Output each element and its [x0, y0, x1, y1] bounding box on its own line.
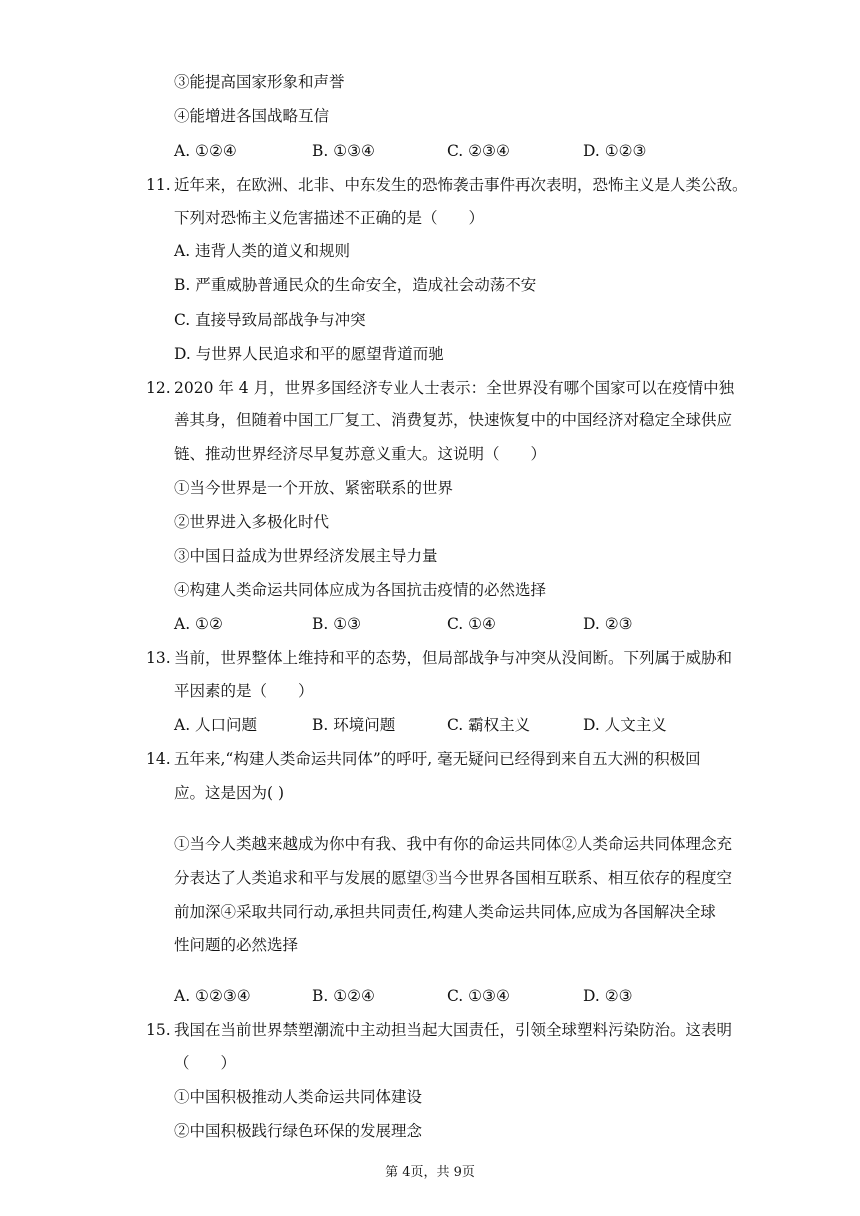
question-11-option-d: D. 与世界人民追求和平的愿望背道而驰 — [174, 345, 444, 363]
question-12-option-d: D. ②③ — [583, 615, 633, 633]
question-15-item: ②中国积极践行绿色环保的发展理念 — [174, 1122, 423, 1140]
question-11-number: 11. — [146, 176, 171, 194]
top-item-4: ④能增进各国战略互信 — [174, 107, 330, 125]
question-13-number: 13. — [146, 649, 171, 667]
question-13-stem-line: 平因素的是（ ） — [174, 682, 314, 700]
page-footer: 第 4页，共 9页 — [385, 1165, 475, 1180]
question-14-option-a: A. ①②③④ — [174, 987, 251, 1005]
question-14-option-c: C. ①③④ — [447, 987, 510, 1005]
question-12-stem-line: 善其身，但随着中国工厂复工、消费复苏，快速恢复中的中国经济对稳定全球供应 — [174, 411, 733, 429]
question-13-stem-line: 当前，世界整体上维持和平的态势，但局部战争与冲突从没间断。下列属于威胁和 — [174, 649, 733, 667]
top-option-c: C. ②③④ — [447, 142, 510, 160]
question-14-option-d: D. ②③ — [583, 987, 633, 1005]
question-15-number: 15. — [146, 1021, 171, 1039]
question-12-item: ④构建人类命运共同体应成为各国抗击疫情的必然选择 — [174, 581, 547, 599]
question-15-stem-line: （ ） — [174, 1054, 237, 1072]
question-13-option-c: C. 霸权主义 — [447, 716, 531, 734]
question-12-stem-line: 链、推动世界经济尽早复苏意义重大。这说明（ ） — [174, 445, 547, 463]
question-14-body-line: 性问题的必然选择 — [174, 936, 299, 954]
top-option-d: D. ①②③ — [583, 142, 647, 160]
question-12-item: ③中国日益成为世界经济发展主导力量 — [174, 547, 438, 565]
question-14-body-line: 分表达了人类追求和平与发展的愿望③当今世界各国相互联系、相互依存的程度空 — [174, 869, 733, 887]
question-12-item: ②世界进入多极化时代 — [174, 513, 330, 531]
top-option-a: A. ①②④ — [174, 142, 237, 160]
question-14-stem-line: 应。这是因为( ) — [174, 784, 285, 802]
question-11-option-b: B. 严重威胁普通民众的生命安全，造成社会动荡不安 — [174, 276, 537, 294]
question-12-number: 12. — [146, 379, 171, 397]
question-14-number: 14. — [146, 750, 171, 768]
question-15-item: ①中国积极推动人类命运共同体建设 — [174, 1088, 423, 1106]
question-11-option-c: C. 直接导致局部战争与冲突 — [174, 311, 366, 329]
question-14-option-b: B. ①②④ — [312, 987, 375, 1005]
question-14-stem-line: 五年来,“构建人类命运共同体”的呼吁, 毫无疑问已经得到来自五大洲的积极回 — [174, 750, 701, 768]
question-11-option-a: A. 违背人类的道义和规则 — [174, 242, 351, 260]
question-11-stem-line: 下列对恐怖主义危害描述不正确的是（ ） — [174, 209, 485, 227]
question-12-option-c: C. ①④ — [447, 615, 496, 633]
question-13-option-a: A. 人口问题 — [174, 716, 258, 734]
top-item-3: ③能提高国家形象和声誉 — [174, 73, 345, 91]
question-13-option-b: B. 环境问题 — [312, 716, 396, 734]
question-14-body-line: ①当今人类越来越成为你中有我、我中有你的命运共同体②人类命运共同体理念充 — [174, 835, 733, 853]
question-15-stem-line: 我国在当前世界禁塑潮流中主动担当起大国责任，引领全球塑料污染防治。这表明 — [174, 1021, 733, 1039]
question-14-body-line: 前加深④采取共同行动,承担共同责任,构建人类命运共同体,应成为各国解决全球 — [174, 903, 716, 921]
question-12-option-a: A. ①② — [174, 615, 223, 633]
question-12-stem-line: 2020 年 4 月，世界多国经济专业人士表示：全世界没有哪个国家可以在疫情中独 — [174, 379, 735, 397]
question-11-stem-line: 近年来，在欧洲、北非、中东发生的恐怖袭击事件再次表明，恐怖主义是人类公敌。 — [174, 176, 748, 194]
question-12-item: ①当今世界是一个开放、紧密联系的世界 — [174, 479, 454, 497]
top-option-b: B. ①③④ — [312, 142, 375, 160]
question-13-option-d: D. 人文主义 — [583, 716, 667, 734]
question-12-option-b: B. ①③ — [312, 615, 362, 633]
